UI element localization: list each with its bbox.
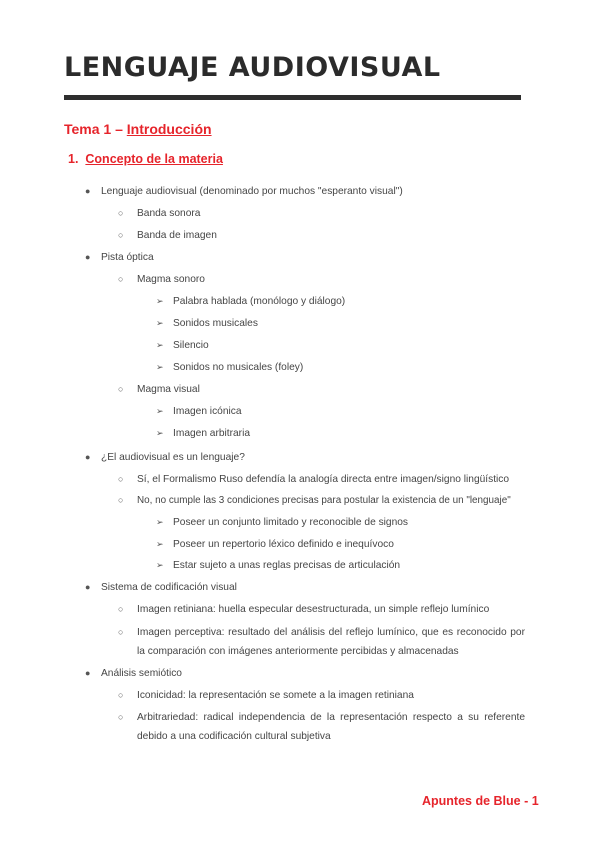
bullet-l2: ○ bbox=[118, 690, 124, 700]
list-item-l2: Banda de imagen bbox=[137, 230, 217, 241]
list-item-l2: Arbitrariedad: radical independencia de la representación respecto a su referente bbox=[137, 712, 525, 723]
list-item-l2: Iconicidad: la representación se somete a la imagen retiniana bbox=[137, 690, 414, 701]
bullet-l3: ➢ bbox=[156, 362, 164, 372]
list-item-l2: Banda sonora bbox=[137, 208, 201, 219]
list-item-l2: No, no cumple las 3 condiciones precisas para postular la existencia de un "lenguaje" bbox=[137, 495, 511, 506]
list-item-l1: ¿El audiovisual es un lenguaje? bbox=[101, 452, 245, 463]
page-title: LENGUAJE AUDIOVISUAL bbox=[64, 52, 441, 83]
list-item-l3: Sonidos no musicales (foley) bbox=[173, 362, 304, 373]
list-item-l3: Poseer un repertorio léxico definido e inequívoco bbox=[173, 539, 394, 550]
section-name: Concepto de la materia bbox=[85, 152, 223, 166]
list-item-l3: Poseer un conjunto limitado y reconocible de signos bbox=[173, 517, 409, 528]
section-number: 1. bbox=[68, 152, 79, 166]
bullet-l2: ○ bbox=[118, 604, 124, 614]
bullet-l3: ➢ bbox=[156, 560, 164, 570]
list-item-l2-continued: debido a una codificación cultural subjetiva bbox=[137, 731, 331, 742]
bullet-l3: ➢ bbox=[156, 340, 164, 350]
list-item-l2: Magma sonoro bbox=[137, 274, 205, 285]
bullet-l3: ➢ bbox=[156, 296, 164, 306]
bullet-l1: ● bbox=[85, 582, 91, 592]
topic-prefix: Tema 1 – bbox=[64, 121, 127, 137]
title-underline bbox=[64, 95, 521, 100]
bullet-l3: ➢ bbox=[156, 539, 164, 549]
bullet-l1: ● bbox=[85, 186, 91, 196]
bullet-l2: ○ bbox=[118, 474, 124, 484]
list-item-l2: Imagen perceptiva: resultado del análisis del reflejo lumínico, que es reconocido por bbox=[137, 627, 525, 638]
bullet-l3: ➢ bbox=[156, 406, 164, 416]
page-footer: Apuntes de Blue - 1 bbox=[422, 794, 539, 808]
bullet-l2: ○ bbox=[118, 230, 124, 240]
bullet-l3: ➢ bbox=[156, 318, 164, 328]
bullet-l1: ● bbox=[85, 668, 91, 678]
topic-name: Introducción bbox=[126, 121, 212, 137]
list-item-l2-continued: la comparación con imágenes anteriormente percibidas y almacenadas bbox=[137, 646, 459, 657]
list-item-l1: Análisis semiótico bbox=[101, 668, 182, 679]
list-item-l3: Imagen arbitraria bbox=[173, 428, 251, 439]
bullet-l2: ○ bbox=[118, 384, 124, 394]
bullet-l1: ● bbox=[85, 452, 91, 462]
bullet-l3: ➢ bbox=[156, 428, 164, 438]
list-item-l2: Sí, el Formalismo Ruso defendía la analogía directa entre imagen/signo lingüístico bbox=[137, 474, 510, 485]
list-item-l3: Estar sujeto a unas reglas precisas de articulación bbox=[173, 560, 401, 571]
list-item-l2: Imagen retiniana: huella especular desestructurada, un simple reflejo lumínico bbox=[137, 604, 490, 615]
list-item-l3: Sonidos musicales bbox=[173, 318, 258, 329]
list-item-l1: Sistema de codificación visual bbox=[101, 582, 237, 593]
topic-heading bbox=[64, 121, 212, 137]
bullet-l3: ➢ bbox=[156, 517, 164, 527]
bullet-l2: ○ bbox=[118, 208, 124, 218]
bullet-l2: ○ bbox=[118, 274, 124, 284]
list-item-l3: Silencio bbox=[173, 340, 209, 351]
list-item-l1: Lenguaje audiovisual (denominado por muchos "esperanto visual") bbox=[101, 186, 403, 197]
list-item-l2: Magma visual bbox=[137, 384, 200, 395]
bullet-l1: ● bbox=[85, 252, 91, 262]
bullet-l2: ○ bbox=[118, 627, 124, 637]
list-item-l3: Imagen icónica bbox=[173, 406, 242, 417]
bullet-l2: ○ bbox=[118, 712, 124, 722]
list-item-l3: Palabra hablada (monólogo y diálogo) bbox=[173, 296, 346, 307]
list-item-l1: Pista óptica bbox=[101, 252, 154, 263]
bullet-l2: ○ bbox=[118, 495, 124, 505]
section-heading bbox=[68, 152, 223, 166]
